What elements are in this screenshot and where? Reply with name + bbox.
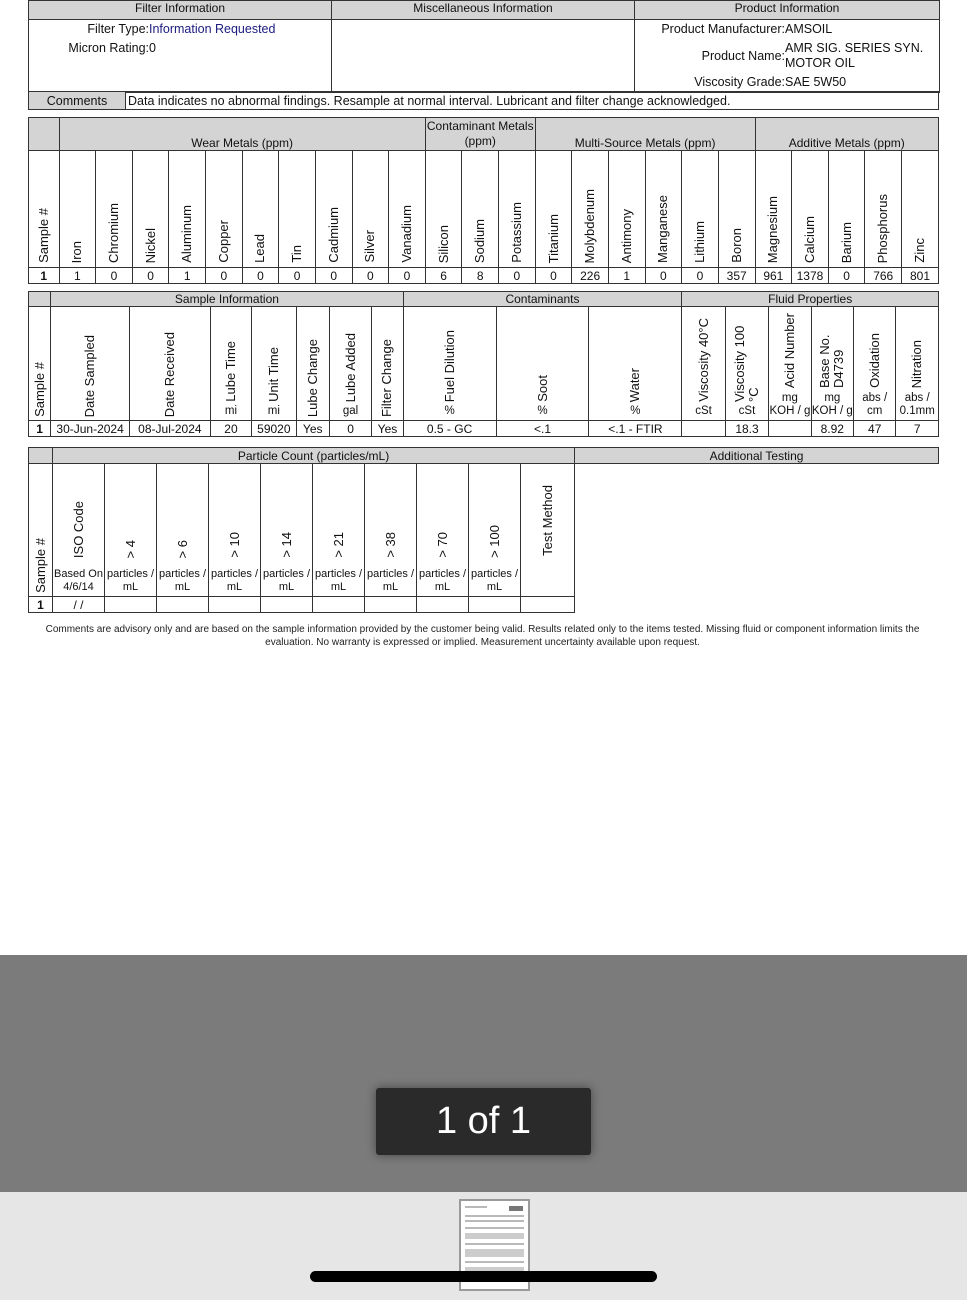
metals-value-lithium: 0 bbox=[682, 268, 719, 284]
additive-metals-header: Additive Metals (ppm) bbox=[755, 118, 938, 151]
metals-col-label: Chromium bbox=[105, 203, 121, 263]
comments-value: Data indicates no abnormal findings. Resample at normal interval. Lubricant and filter change acknowledged. bbox=[126, 92, 939, 110]
particle-col-unit: particles / mL bbox=[210, 568, 259, 593]
metals-col-vanadium bbox=[389, 151, 426, 268]
metals-col-barium bbox=[828, 151, 865, 268]
metals-col-label: Nickel bbox=[142, 227, 158, 263]
particle-count-table bbox=[28, 447, 575, 613]
sample-value-water: <.1 - FTIR bbox=[589, 421, 682, 437]
metals-col-label: Silicon bbox=[435, 224, 451, 263]
particle-col-sample bbox=[29, 464, 53, 597]
particle-value-38 bbox=[365, 597, 417, 613]
particle-value-70 bbox=[417, 597, 469, 613]
contaminants-header: Contaminants bbox=[403, 292, 682, 307]
metals-col-label: Calcium bbox=[801, 216, 817, 263]
metals-value-chromium: 0 bbox=[96, 268, 133, 284]
viewer-background bbox=[0, 955, 967, 1192]
metals-col-label: Iron bbox=[69, 240, 85, 263]
sample-col-date-received bbox=[129, 307, 210, 421]
metals-col-label: Antimony bbox=[618, 208, 634, 263]
particle-col-10 bbox=[209, 464, 261, 597]
metals-value-titanium: 0 bbox=[535, 268, 572, 284]
info-table bbox=[28, 0, 940, 93]
sample-col-label: Soot bbox=[534, 375, 550, 402]
particle-col-100 bbox=[469, 464, 521, 597]
metals-col-label: Lithium bbox=[692, 221, 708, 263]
sample-col-unit: abs / 0.1mm bbox=[899, 392, 935, 417]
metals-col-label: Titanium bbox=[545, 213, 561, 263]
thumbnail-strip bbox=[0, 1192, 967, 1300]
metals-value-zinc: 801 bbox=[902, 268, 939, 284]
metals-col-tin bbox=[279, 151, 316, 268]
metals-value-vanadium: 0 bbox=[389, 268, 426, 284]
sample-col-filter-change bbox=[372, 307, 403, 421]
particle-col-14 bbox=[261, 464, 313, 597]
sample-col-label: Acid Number bbox=[781, 312, 797, 388]
sample-value-base-no-d4739: 8.92 bbox=[811, 421, 853, 437]
metals-col-label: Sodium bbox=[472, 218, 488, 263]
metals-col-label: Magnesium bbox=[765, 195, 781, 263]
sample-col-label: Fuel Dilution bbox=[441, 329, 457, 402]
sample-col-label: Viscosity 40°C bbox=[695, 318, 711, 402]
particle-col-label: > 70 bbox=[434, 532, 450, 558]
sample-col-acid-number bbox=[769, 307, 811, 421]
sample-col-viscosity-40-c bbox=[682, 307, 725, 421]
sample-value-soot: <.1 bbox=[496, 421, 589, 437]
metals-value-calcium: 1378 bbox=[792, 268, 829, 284]
sample-col-label: Sample # bbox=[31, 362, 47, 417]
sample-value-lube-change: Yes bbox=[296, 421, 329, 437]
metals-value-aluminum: 1 bbox=[169, 268, 206, 284]
sample-value-fuel-dilution: 0.5 - GC bbox=[403, 421, 496, 437]
particle-col-70 bbox=[417, 464, 469, 597]
particle-col-21 bbox=[313, 464, 365, 597]
metals-col-label: Manganese bbox=[655, 195, 671, 263]
sample-value-lube-added: 0 bbox=[329, 421, 371, 437]
sample-col-unit: mg KOH / g bbox=[769, 392, 811, 417]
particle-value-100 bbox=[469, 597, 521, 613]
viscosity-grade-value: SAE 5W50 bbox=[785, 75, 847, 89]
sample-value-viscosity-40-c bbox=[682, 421, 725, 437]
metals-col-label: Potassium bbox=[508, 202, 524, 263]
sample-col-label: Lube Time bbox=[222, 341, 238, 402]
sample-col-viscosity-100-c bbox=[725, 307, 768, 421]
sample-col-unit: % bbox=[444, 405, 455, 417]
metals-col-label: Aluminum bbox=[179, 205, 195, 263]
sample-col-label: Filter Change bbox=[379, 338, 395, 417]
metals-value-manganese: 0 bbox=[645, 268, 682, 284]
particle-value-test-method bbox=[521, 597, 575, 613]
sample-value-date-sampled: 30-Jun-2024 bbox=[51, 421, 130, 437]
particle-col-unit: particles / mL bbox=[314, 568, 363, 593]
metals-col-sodium bbox=[462, 151, 499, 268]
particle-value-21 bbox=[313, 597, 365, 613]
metals-col-magnesium bbox=[755, 151, 792, 268]
particle-value-sample: 1 bbox=[29, 597, 53, 613]
sample-col-label: Oxidation bbox=[866, 333, 882, 388]
metals-col-copper bbox=[206, 151, 243, 268]
sample-col-date-sampled bbox=[51, 307, 130, 421]
metals-value-molybdenum: 226 bbox=[572, 268, 609, 284]
sample-col-fuel-dilution bbox=[403, 307, 496, 421]
metals-value-nickel: 0 bbox=[132, 268, 169, 284]
metals-col-chromium bbox=[96, 151, 133, 268]
sample-value-acid-number bbox=[769, 421, 811, 437]
sample-information-header: Sample Information bbox=[51, 292, 403, 307]
particle-col-unit: particles / mL bbox=[158, 568, 207, 593]
manufacturer-label: Product Manufacturer: bbox=[661, 22, 785, 36]
sample-col-base-no-d4739 bbox=[811, 307, 853, 421]
sample-col-label: Lube Added bbox=[342, 332, 358, 402]
particle-col-unit: particles / mL bbox=[106, 568, 155, 593]
product-name-value: AMR SIG. SERIES SYN. MOTOR OIL bbox=[785, 41, 924, 70]
additional-testing-header: Additional Testing bbox=[575, 448, 939, 464]
metals-value-cadmium: 0 bbox=[315, 268, 352, 284]
sample-value-oxidation: 47 bbox=[854, 421, 896, 437]
sample-col-lube-change bbox=[296, 307, 329, 421]
metals-value-antimony: 1 bbox=[608, 268, 645, 284]
metals-col-label: Vanadium bbox=[398, 205, 414, 263]
particle-value-10 bbox=[209, 597, 261, 613]
metals-col-label: Cadmium bbox=[325, 207, 341, 263]
sample-col-unit: gal bbox=[342, 405, 359, 417]
sample-col-unit: cSt bbox=[695, 405, 712, 417]
particle-value-14 bbox=[261, 597, 313, 613]
metals-col-label: Sample # bbox=[35, 208, 51, 263]
sample-col-unit: % bbox=[537, 405, 548, 417]
page-indicator: 1 of 1 bbox=[376, 1088, 591, 1155]
sample-corner-cell bbox=[29, 292, 51, 307]
sample-col-oxidation bbox=[854, 307, 896, 421]
viscosity-grade-label: Viscosity Grade: bbox=[694, 75, 785, 89]
particle-col-label: > 14 bbox=[278, 532, 294, 558]
metals-value-lead: 0 bbox=[242, 268, 279, 284]
particle-count-header: Particle Count (particles/mL) bbox=[53, 448, 575, 464]
sample-col-label: Viscosity 100 °C bbox=[731, 325, 761, 402]
particle-col-unit: particles / mL bbox=[470, 568, 519, 593]
particle-col-label: > 10 bbox=[226, 532, 242, 558]
particle-corner-cell bbox=[29, 448, 53, 464]
sample-col-unit-time bbox=[252, 307, 296, 421]
disclaimer-text: Comments are advisory only and are based on the sample information provided by the customer being valid. Results related only to the items tested. Missing fluid or component information limits the evaluation. No warranty is expressed or implied. Measurement uncertainty available upon request. bbox=[45, 624, 920, 648]
metals-value-phosphorus: 766 bbox=[865, 268, 902, 284]
product-info-header: Product Information bbox=[635, 1, 940, 20]
metals-col-label: Molybdenum bbox=[582, 188, 598, 263]
sample-col-lube-added bbox=[329, 307, 371, 421]
metals-value-silver: 0 bbox=[352, 268, 389, 284]
metals-col-label: Barium bbox=[838, 221, 854, 263]
filter-info-header: Filter Information bbox=[29, 1, 332, 20]
metals-col-iron bbox=[59, 151, 96, 268]
manufacturer-value: AMSOIL bbox=[785, 22, 833, 36]
sample-col-nitration bbox=[896, 307, 939, 421]
sample-col-unit: mi bbox=[224, 405, 238, 417]
particle-col-iso-code bbox=[53, 464, 105, 597]
metals-col-potassium bbox=[499, 151, 536, 268]
metals-col-nickel bbox=[132, 151, 169, 268]
sample-value-unit-time: 59020 bbox=[252, 421, 296, 437]
sample-col-unit: mg KOH / g bbox=[811, 392, 853, 417]
sample-col-label: Date Received bbox=[161, 331, 177, 417]
additional-testing-table bbox=[574, 447, 939, 464]
sample-col-label: Date Sampled bbox=[82, 334, 98, 417]
metals-value-boron: 357 bbox=[718, 268, 755, 284]
metals-col-boron bbox=[718, 151, 755, 268]
wear-metals-header: Wear Metals (ppm) bbox=[59, 118, 425, 151]
metals-col-label: Phosphorus bbox=[875, 193, 891, 263]
sample-col-label: Nitration bbox=[909, 339, 925, 388]
sample-value-viscosity-100-c: 18.3 bbox=[725, 421, 768, 437]
sample-col-label: Lube Change bbox=[304, 338, 320, 417]
sample-col-water bbox=[589, 307, 682, 421]
comments-table bbox=[28, 91, 939, 110]
particle-col-label: > 21 bbox=[330, 532, 346, 558]
metals-col-label: Lead bbox=[252, 234, 268, 263]
metals-col-aluminum bbox=[169, 151, 206, 268]
particle-col-unit: Based On 4/6/14 bbox=[54, 568, 103, 593]
particle-col-label: Sample # bbox=[32, 538, 48, 593]
particle-value-iso-code: / / bbox=[53, 597, 105, 613]
metals-value-copper: 0 bbox=[206, 268, 243, 284]
metals-col-manganese bbox=[645, 151, 682, 268]
filter-info-cell bbox=[29, 20, 332, 93]
particle-value-6 bbox=[157, 597, 209, 613]
metals-col-zinc bbox=[902, 151, 939, 268]
metals-col-antimony bbox=[608, 151, 645, 268]
particle-col-6 bbox=[157, 464, 209, 597]
particle-col-label: Test Method bbox=[539, 485, 555, 556]
micron-rating-value: 0 bbox=[149, 41, 156, 55]
metals-value-potassium: 0 bbox=[499, 268, 536, 284]
metals-corner-cell bbox=[29, 118, 60, 151]
metals-value-tin: 0 bbox=[279, 268, 316, 284]
metals-col-titanium bbox=[535, 151, 572, 268]
metals-value-sodium: 8 bbox=[462, 268, 499, 284]
sample-col-unit: abs / cm bbox=[862, 392, 888, 417]
particle-value-4 bbox=[105, 597, 157, 613]
sample-col-lube-time bbox=[210, 307, 251, 421]
sample-col-unit: mi bbox=[267, 405, 280, 417]
micron-rating-label: Micron Rating: bbox=[68, 41, 149, 55]
filter-type-value: Information Requested bbox=[149, 22, 276, 36]
particle-col-label: > 100 bbox=[486, 525, 502, 558]
metals-col-label: Tin bbox=[289, 245, 305, 263]
sample-col-sample bbox=[29, 307, 51, 421]
particle-col-unit: particles / mL bbox=[366, 568, 415, 593]
metals-col-lithium bbox=[682, 151, 719, 268]
metals-col-label: Copper bbox=[215, 220, 231, 263]
sample-col-unit: cSt bbox=[738, 405, 756, 417]
particle-col-label: > 4 bbox=[122, 539, 138, 558]
metals-value-barium: 0 bbox=[828, 268, 865, 284]
metals-value-iron: 1 bbox=[59, 268, 96, 284]
metals-col-silicon bbox=[425, 151, 462, 268]
metals-col-sample bbox=[29, 151, 60, 268]
particle-col-38 bbox=[365, 464, 417, 597]
metals-col-cadmium bbox=[315, 151, 352, 268]
particle-col-label: ISO Code bbox=[70, 500, 86, 558]
sample-col-label: Base No. D4739 bbox=[817, 334, 847, 388]
particle-col-unit: particles / mL bbox=[418, 568, 467, 593]
particle-col-unit: particles / mL bbox=[262, 568, 311, 593]
sample-value-date-received: 08-Jul-2024 bbox=[129, 421, 210, 437]
metals-col-label: Silver bbox=[362, 230, 378, 263]
fluid-properties-header: Fluid Properties bbox=[682, 292, 939, 307]
sample-col-label: Water bbox=[627, 367, 643, 402]
misc-info-cell bbox=[332, 20, 635, 93]
metals-col-label: Boron bbox=[728, 228, 744, 263]
metals-col-molybdenum bbox=[572, 151, 609, 268]
particle-col-test-method bbox=[521, 464, 575, 597]
sample-value-sample: 1 bbox=[29, 421, 51, 437]
comments-label: Comments bbox=[29, 92, 126, 110]
metals-col-lead bbox=[242, 151, 279, 268]
sample-value-nitration: 7 bbox=[896, 421, 939, 437]
metals-value-sample: 1 bbox=[29, 268, 60, 284]
sample-value-filter-change: Yes bbox=[372, 421, 403, 437]
sample-col-unit: % bbox=[630, 405, 641, 417]
metals-value-silicon: 6 bbox=[425, 268, 462, 284]
product-info-cell bbox=[635, 20, 940, 93]
metals-col-silver bbox=[352, 151, 389, 268]
sample-col-label: Unit Time bbox=[265, 347, 281, 402]
multi-source-metals-header: Multi-Source Metals (ppm) bbox=[535, 118, 755, 151]
home-indicator-bar[interactable] bbox=[310, 1271, 657, 1282]
product-name-label: Product Name: bbox=[701, 48, 785, 63]
contaminant-metals-header: Contaminant Metals (ppm) bbox=[425, 118, 535, 151]
metals-table bbox=[28, 117, 939, 284]
metals-col-calcium bbox=[792, 151, 829, 268]
misc-info-header: Miscellaneous Information bbox=[332, 1, 635, 20]
metals-col-label: Zinc bbox=[912, 238, 927, 263]
sample-col-soot bbox=[496, 307, 589, 421]
particle-col-label: > 38 bbox=[382, 532, 398, 558]
sample-info-table bbox=[28, 291, 939, 437]
filter-type-label: Filter Type: bbox=[87, 22, 149, 36]
particle-col-label: > 6 bbox=[174, 539, 190, 558]
metals-col-phosphorus bbox=[865, 151, 902, 268]
metals-value-magnesium: 961 bbox=[755, 268, 792, 284]
sample-value-lube-time: 20 bbox=[210, 421, 251, 437]
particle-col-4 bbox=[105, 464, 157, 597]
